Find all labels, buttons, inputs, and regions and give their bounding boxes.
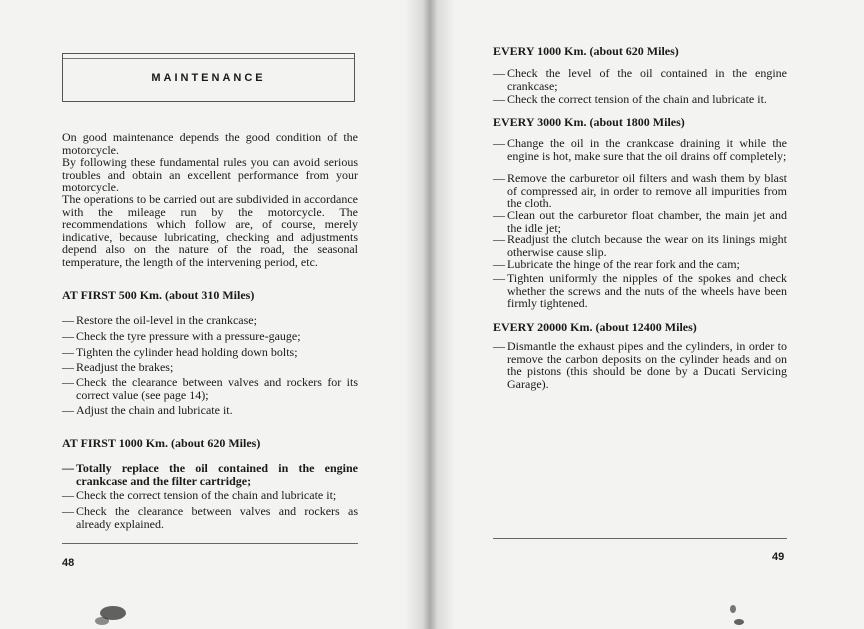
list-item: — Clean out the carburetor float chamber, the main jet and the idle jet; — [493, 208, 787, 235]
intro-paragraph-2: By following these fundamental rules you can avoid serious troubles and obtain an excellent performance from your motorcycle. — [62, 155, 358, 195]
page-number: 49 — [772, 551, 785, 563]
footer-rule — [493, 538, 787, 539]
list-item: — Check the correct tension of the chain and lubricate it; — [62, 488, 337, 502]
intro-paragraph-3: The operations to be carried out are subdivided in accordance with the mileage run by the motorcycle. The recommendations which follow are, of course, merely indicative, because lubricating, checking and adjustments depend also on the nature of the road, the seasonal temperature, the length of the intervening period, etc. — [62, 192, 358, 269]
section-heading-every-3000: EVERY 3000 Km. (about 1800 Miles) — [493, 115, 685, 129]
list-item: — Check the clearance between valves and rockers for its correct value (see page 14); — [62, 375, 358, 402]
list-item: — Tighten the cylinder head holding down bolts; — [62, 345, 298, 359]
list-item: — Restore the oil-level in the crankcase; — [62, 313, 257, 327]
list-item: — Check the level of the oil contained in the engine crankcase; — [493, 66, 787, 93]
title-box — [62, 53, 355, 102]
section-heading-every-20000: EVERY 20000 Km. (about 12400 Miles) — [493, 320, 697, 334]
list-item: — Readjust the brakes; — [62, 360, 174, 374]
scan-smudge — [730, 605, 736, 613]
list-item: — Adjust the chain and lubricate it. — [62, 403, 233, 417]
list-item: — Change the oil in the crankcase draining it while the engine is hot, make sure that the oil drains off completely; — [493, 136, 787, 163]
page-title: MAINTENANCE — [151, 72, 266, 84]
footer-rule — [62, 543, 358, 544]
list-item: — Tighten uniformly the nipples of the spokes and check whether the screws and the nuts of the wheels have been firmly tightened. — [493, 271, 787, 311]
list-item: — Readjust the clutch because the wear on its linings might otherwise cause slip. — [493, 232, 787, 259]
scan-smudge — [734, 619, 744, 625]
list-item: — Dismantle the exhaust pipes and the cylinders, in order to remove the carbon deposits on the cylinder heads and on the pistons (this should be done by a Ducati Servicing Garage). — [493, 339, 787, 391]
right-page — [430, 0, 864, 629]
section-heading-first-1000: AT FIRST 1000 Km. (about 620 Miles) — [62, 436, 261, 450]
section-heading-every-1000: EVERY 1000 Km. (about 620 Miles) — [493, 44, 679, 58]
title-box-inner-line — [63, 58, 354, 59]
list-item: — Remove the carburetor oil filters and wash them by blast of compressed air, in order to remove all impurities from the cloth. — [493, 171, 787, 211]
list-item: — Check the correct tension of the chain and lubricate it. — [493, 92, 767, 106]
section-heading-first-500: AT FIRST 500 Km. (about 310 Miles) — [62, 288, 255, 302]
page-number: 48 — [62, 557, 75, 569]
list-item: — Totally replace the oil contained in the engine crankcase and the filter cartridge; — [62, 461, 358, 488]
list-item: — Lubricate the hinge of the rear fork and the cam; — [493, 257, 740, 271]
left-page — [0, 0, 430, 629]
book-spine-shadow — [405, 0, 455, 629]
list-item: — Check the tyre pressure with a pressure-gauge; — [62, 329, 301, 343]
intro-paragraph-1: On good maintenance depends the good condition of the motorcycle. — [62, 130, 358, 157]
list-item: — Check the clearance between valves and rockers as already explained. — [62, 504, 358, 531]
scan-smudge — [95, 617, 109, 625]
